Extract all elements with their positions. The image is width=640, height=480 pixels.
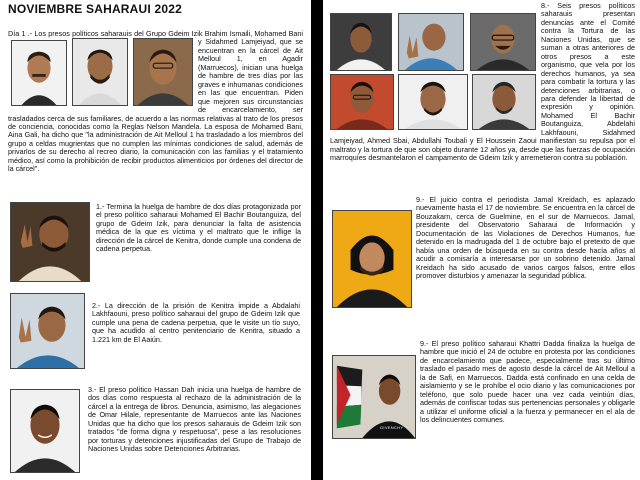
news-item-khattri-dadda-hunger-strike: 9.- El preso político saharaui Khattri Dadda finaliza la huelga de hambre que inició el 24 de octubre en protesta por las condiciones de encarcelamiento que padece, especialmente tras su último traslado el pasado mes de agosto desde la cárcel de Ait Melloul a la de Safi, en Marruecos. Dadda está confinado en una celda de aislamiento y se le prohíbe el ocio diario y las comunicaciones por teléfono, que solo puede hacer una vez cada veintiún días, además de confiscar todas sus pertenencias personales y obligarle a utilizar el uniforme oficial a la fuerza y permanecer en el ala de los delincuentes comunes. xyxy=(330,340,635,445)
right-page xyxy=(323,0,640,480)
news-item-torture-complaints: 8.- Seis presos políticos saharauis presentan denuncias ante el Comité contra la Tortura de las Naciones Unidas, que se suman a otras anteriores de otros presos a este organismo, que vela por los derechos humanos, ya sea para combatir la tortura y las detenciones arbitrarias, o para defender la libertad de expresión y opinión. Mohamed El Bachir Boutanguiza, Abdelahi Lakhfaouni, Sidahmed Lamjeiyad, Ahmed Sbai, Abdullahi Toubali y El Houssein Zaoui manifiestan su repulsa por el maltrato y la tortura de que son objeto durante 12 años ya, desde que las fuerzas de ocupación marroquíes desmantelaron el campamento de Gdeim Izik y arremetieron contra su población. xyxy=(330,1,635,163)
left-page xyxy=(0,0,311,480)
text-wrap-spacer xyxy=(8,39,198,108)
photo-hassan-dah xyxy=(10,389,80,473)
text-wrap-spacer xyxy=(330,11,541,130)
photo-boutanguiza-victory-sign xyxy=(10,202,90,282)
news-item-hassan-dah-hunger-strike: 3.- El preso político Hassan Dah inicia una huelga de hambre de dos días como respuesta al rechazo de la administración de la cárcel a la entrega de libros. Denuncia, asimismo, las alegaciones de Omar Hilale, representante de Marruecos ante las Naciones Unidas que ha dicho que los presos saharauis de Gdeim Izik son tratados "de forma digna y respetuosa", pese a las resoluciones por torturas y detenciones injustificadas del Grupo de Trabajo de Naciones Unidas sobre Detenciones Arbitrarias. xyxy=(88,385,301,454)
news-item-jamal-kreidach-trial: 9.- El juicio contra el periodista Jamal Kreidach, es aplazado nuevamente hasta el 17 de noviembre. Se encuentra en la cárcel de Bouzakarn, cerca de Guelmine, en el sur de Marruecos. Jamal, presidente del Observatorio Saharaui de Información y Documentación de las Violaciones de Derechos Humanos, fue detenido en la madrugada del 1 de octubre bajo el pretexto de que había una orden de búsqueda en su contra desde hacía años al acudir a comisaría a interesarse por un sobrino detenido. Jamal Kreidach ha sido acusado de varios cargos falsos, entre ellos promover disturbios y amenazar la seguridad pública. xyxy=(330,196,635,314)
photo-lakhfaouni-victory-sign xyxy=(10,293,85,369)
news-item-lakhfaouni-visit-denied: 2.- La dirección de la prisión de Kenitra impide a Abdalahi Lakhfaouni, preso político saharaui del grupo de Gdeim Izik que cumple una pena de cadena perpetua, que le visite un tío suyo, que ha acudido al centro penitenciario de Kenitra, situado a 1.221 km de El Aaiún. xyxy=(92,301,300,344)
news-item-boutanguiza-hunger-strike: 1.- Termina la huelga de hambre de dos días protagonizada por el preso político saharaui Mohamed El Bachir Boutanguiza, del grupo de Gdeim Izik, para denunciar la falta de asistencia médica de la que es víctima y el maltrato que le inflige la dirección de la cárcel de Kenitra, donde cumple una condena de cadena perpetua. xyxy=(96,202,301,254)
news-item-hunger-strike-ait-melloul: Día 1 .- Los presos políticos saharauis del Grupo Gdeim Izik Brahim Ismaili, Mohamed Bani y Sidahmed Lamjeiyad, que se encuentran en la cárcel de Ait Melloul 1, en Agadir (Marruecos), inician una huelga de hambre de tres días por las graves e inhumanas condiciones en las que encuentran. Piden que mejoren sus circunstancias de encarcelamiento, ser trasladados cerca de sus familiares, de acuerdo a las normas relativas al trato de los presos de conciencia, conocidas como la Reglas Nelson Mandela. La esposa de Mohamed Bani, Aina Gali, ha dicho que "la administración de Ait Melloul 1 ha trasladado a los miembros del grupo a celdas mugrientas que no cumplen las mínimas condiciones de salud, además de privarlos de su derecho al recreo diario, la comunicación con las familias y el tratamiento médico, así como la prohibición de recibir productos alimenticios por órdenes del director de la cárcel". xyxy=(8,29,303,174)
shirt-print-text: GIVENCHY xyxy=(380,425,404,430)
text-wrap-spacer xyxy=(330,355,420,445)
text-wrap-spacer xyxy=(330,210,416,314)
page-title: NOVIEMBRE SAHARAUI 2022 xyxy=(8,2,182,16)
page-divider xyxy=(311,0,323,480)
